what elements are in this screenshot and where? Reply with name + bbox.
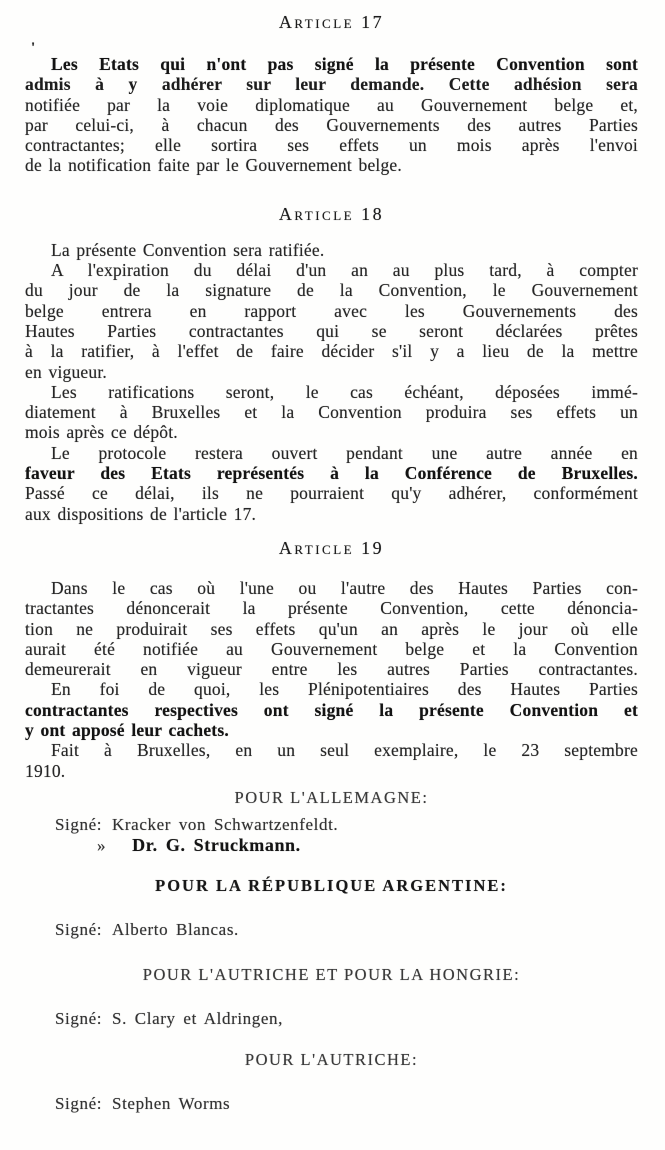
signature-heading-argentine: POUR LA RÉPUBLIQUE ARGENTINE:	[155, 875, 508, 895]
text-line: faveur des Etats représentés à la Conférence de Bruxelles.	[25, 463, 638, 484]
text-line: à la ratifier, à l'effet de faire décider s'il y a lieu de la mettre	[25, 341, 638, 362]
text-line: contractantes respectives ont signé la présente Convention et	[25, 699, 638, 720]
article-17-body	[25, 54, 638, 176]
text-line: Passé ce délai, ils ne pourraient qu'y adhérer, conformément	[25, 483, 638, 504]
text-line: contractantes; elle sortira ses effets un mois après l'envoi	[25, 135, 638, 156]
text-line: A l'expiration du délai d'un an au plus tard, à compter	[51, 260, 638, 281]
text-line: de la notification faite par le Gouvernement belge.	[25, 155, 402, 176]
signature-heading-autriche-hongrie: POUR L'AUTRICHE ET POUR LA HONGRIE:	[142, 964, 521, 984]
signed-label: Signé:	[55, 1093, 103, 1113]
signature-heading-autriche: POUR L'AUTRICHE:	[244, 1049, 419, 1069]
signature-line	[25, 1008, 638, 1029]
text-line: Fait à Bruxelles, en un seul exemplaire, le 23 septembre	[51, 740, 638, 761]
article-18-body	[25, 240, 638, 524]
text-line: notifiée par la voie diplomatique au Gouvernement belge et,	[25, 94, 638, 115]
ink-speck-mark: '	[31, 40, 36, 56]
signature-line	[25, 919, 638, 940]
text-line: Les Etats qui n'ont pas signé la présente Convention sont	[51, 54, 638, 74]
text-line: en vigueur.	[25, 361, 107, 382]
text-line: y ont apposé leur cachets.	[25, 720, 229, 741]
text-line: mois après ce dépôt.	[25, 422, 178, 443]
text-line: par celui-ci, à chacun des Gouvernements des autres Parties	[25, 114, 638, 135]
text-line: aux dispositions de l'article 17.	[25, 503, 257, 524]
signatory-name: Stephen Worms	[112, 1093, 231, 1113]
text-line: Le protocole restera ouvert pendant une autre année en	[51, 442, 638, 463]
text-line: admis à y adhérer sur leur demande. Cette adhésion sera	[25, 74, 638, 95]
text-line: diatement à Bruxelles et la Convention produira ses effets un	[25, 402, 638, 423]
signed-label: Signé:	[55, 1008, 103, 1028]
signatory-name: Kracker von Schwartzenfeldt.	[112, 814, 339, 834]
signed-label: Signé:	[55, 814, 103, 834]
article-19-body	[25, 578, 638, 781]
article-17-heading: Article 17	[278, 12, 385, 32]
signatory-name: S. Clary et Aldringen,	[112, 1008, 283, 1028]
signed-label: Signé:	[55, 919, 103, 939]
text-line: Les ratifications seront, le cas échéant, déposées immé-	[51, 381, 638, 402]
ditto-mark: »	[97, 835, 107, 855]
text-line: Hautes Parties contractantes qui se seront déclarées prêtes	[25, 320, 638, 341]
text-line: En foi de quoi, les Plénipotentiaires des Hautes Parties	[51, 679, 638, 700]
signatory-name: Alberto Blancas.	[112, 919, 239, 939]
text-line: Dans le cas où l'une ou l'autre des Hautes Parties con-	[51, 577, 638, 598]
signature-line	[25, 835, 638, 856]
article-18-heading: Article 18	[278, 203, 385, 224]
article-19-heading: Article 19	[278, 537, 385, 558]
text-line: La présente Convention sera ratifiée.	[51, 239, 325, 260]
text-line: belge entrera en rapport avec les Gouvernements des	[25, 300, 638, 321]
text-line: tion ne produirait ses effets qu'un an après le jour où elle	[25, 618, 638, 639]
signature-line	[25, 1093, 638, 1114]
text-line: aurait été notifiée au Gouvernement belge et la Convention	[25, 638, 638, 659]
signature-line	[25, 814, 638, 835]
signature-heading-allemagne: POUR L'ALLEMAGNE:	[234, 787, 429, 807]
text-line: tractantes dénoncerait la présente Convention, cette dénoncia-	[25, 598, 638, 619]
text-line: du jour de la signature de la Convention, le Gouvernement	[25, 280, 638, 301]
text-line: demeurerait en vigueur entre les autres Parties contractantes.	[25, 659, 638, 680]
text-line: 1910.	[25, 760, 66, 781]
signatory-name: Dr. G. Struckmann.	[132, 834, 301, 855]
